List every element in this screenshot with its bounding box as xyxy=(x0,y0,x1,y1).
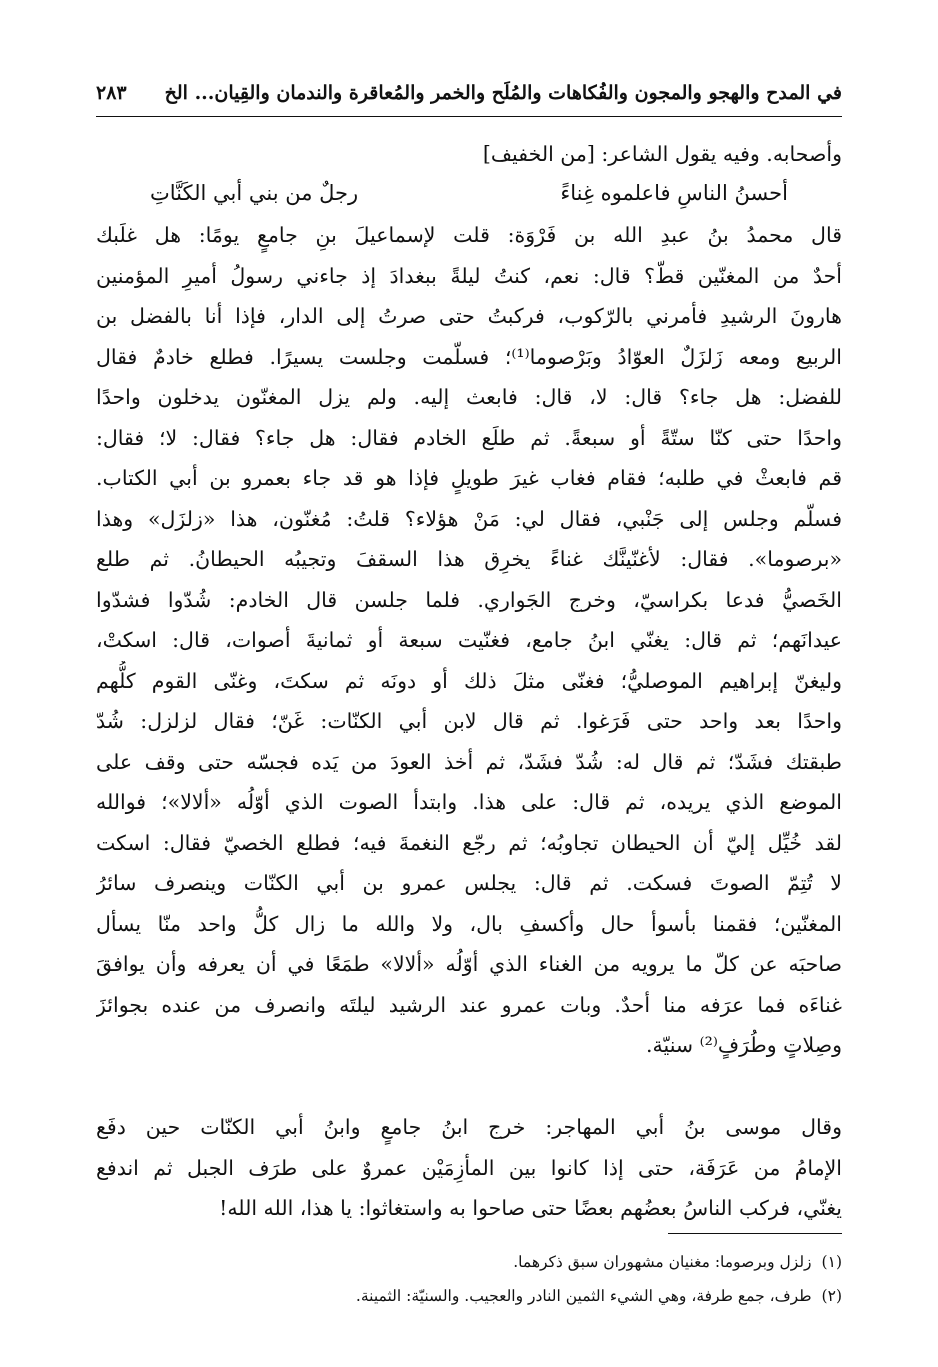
footnote-text: طرف، جمع طرفة، وهي الشيء الثمين النادر والعجيب. والسنيّة: الثمينة. xyxy=(355,1287,812,1305)
header-rule xyxy=(96,116,842,117)
text-line: قم فابعثْ في طلبه؛ فقام فغاب غيرَ طويلٍ فإذا هو قد جاء بعمرو بن أبي الكتاب. xyxy=(96,466,842,490)
footnote-number: (٢) xyxy=(821,1287,842,1305)
text-line: للفضل: هل جاء؟ قال: لا، قال: فابعث إليه. ولم يزل المغنّون يدخلون واحدًا xyxy=(96,385,842,409)
text-line: «برصوما». فقال: لأغنّينَّك غناءً يخرِق هذا السقفَ وتجيبُه الحيطانُ. ثم طلع xyxy=(96,547,842,571)
footnotes xyxy=(96,1245,842,1313)
text-line: الربيع ومعه زَلزَلٌ العوّادُ وبَرْصوما⁽¹⁾؛ فسلّمت وجلست يسيرًا. فطلع خادمٌ فقال xyxy=(96,344,842,369)
text-line: يغنّي، فركب الناسُ بعضُهم بعضًا حتى صاحوا به واستغاثوا: يا هذا، الله الله! xyxy=(219,1196,842,1220)
paragraph-1 xyxy=(96,215,842,1066)
verse-first-hemistich: أحسنُ الناسِ فاعلموه غِناءً xyxy=(560,181,788,205)
text-line: وصِلاتٍ وطُرَفٍ⁽²⁾ سنيّة. xyxy=(646,1033,842,1057)
page-number: ٢٨٣ xyxy=(96,82,127,104)
paragraph-2 xyxy=(96,1107,842,1229)
footnote-rule xyxy=(668,1233,842,1234)
running-header xyxy=(96,80,842,114)
text-line: لا تُتِمّ الصوتَ فسكت. ثم قال: يجلس عمرو بن أبي الكنّات وينصرف سائرُ xyxy=(96,871,842,895)
poem-verse xyxy=(150,181,788,221)
text-line: صاحبَه عن كلّ ما يرويه من الغناء الذي أوّلُه «ألالا» طمَعًا في أن يعرفه وأن يوافقَ xyxy=(96,952,842,976)
footnote-number: (١) xyxy=(821,1253,842,1271)
header-title: في المدح والهجو والمجون والفُكاهات والمُلَح والخمر والمُعاقرة والندمان والقِيان... الخ xyxy=(164,82,842,104)
intro-line: وأصحابه. وفيه يقول الشاعر: [من الخفيف] xyxy=(482,142,842,166)
text-line: أحدٌ من المغنّين قطّ؟ قال: نعم، كنتُ ليلةً ببغدادَ إذ جاءني رسولُ أميرِ المؤمنين xyxy=(96,263,842,288)
text-line: فسلّم وجلس إلى جَنْبي، فقال لي: مَنْ هؤلاء؟ قلتُ: مُغنّون، هذا «زلزَل» وهذا xyxy=(96,506,842,531)
text-line: واحدًا حتى كنّا ستّةً أو سبعةً. ثم طلَع الخادم فقال: هل جاء؟ فقال: لا؛ فقال: xyxy=(96,425,842,450)
text-line: الإمامُ من عَرَفَة، حتى إذا كانوا بين المأزِمَيْن عمروٌ على طرَف الجبل ثم اندفع xyxy=(96,1155,842,1180)
text-line: لقد خُيِّل إليّ أن الحيطان تجاوبُه؛ ثم رجّع النغمةَ فيه؛ فطلع الخصيّ فقال: اسكت xyxy=(96,830,842,855)
verse-second-hemistich: رجلٌ من بني أبي الكَنَّاتِ xyxy=(150,181,359,205)
text-line: الخَصيُّ فدعا بكراسيّ، وخرج الجَواري. فلما جلسن قال الخادم: شُدّوا فشدّوا xyxy=(96,587,842,612)
text-line: الموضع الذي يريده، ثم قال: على هذا. وابتدأ الصوت الذي أوّلُه «ألالا»؛ فوالله xyxy=(96,790,842,814)
text-line: غناءَه فما عرَفه منا أحدٌ. وبات عمرو عند الرشيد ليلتَه وانصرف من عنده بجوائزَ xyxy=(96,992,842,1017)
text-line: وليغنّ إبراهيم الموصليُّ؛ فغنّى مثلَ ذلك أو دونَه ثم سكتَ، وغنّى القوم كلُّهم xyxy=(96,668,842,693)
main-text xyxy=(96,134,842,1066)
footnote-text: زلزل وبرصوما: مغنيان مشهوران سبق ذكرهما. xyxy=(513,1253,812,1271)
text-line: المغنّين؛ فقمنا بأسوأ حال وأكسفِ بال، ولا والله ما زال كلُّ واحد منّا يسأل xyxy=(96,911,842,936)
text-line: طبقتك فشَدّ؛ ثم قال له: شُدّ فشَدّ، ثم أخذ العودَ من يَده فجسّه حتى وقف على xyxy=(96,749,842,774)
text-line: هارونَ الرشيدِ فأمرني بالرّكوب، فركبتُ حتى صرتُ إلى الدار، فإذا أنا بالفضل بن xyxy=(96,304,842,328)
footnote xyxy=(96,1245,842,1279)
footnote xyxy=(96,1279,842,1313)
text-line: عيدانَهم؛ ثم قال: يغنّي ابنُ جامع، فغنّيت سبعة أو ثمانيةَ أصوات، قال: اسكتْ، xyxy=(96,628,842,652)
text-line: وقال موسى بنُ أبي المهاجر: خرج ابنُ جامعٍ وابنُ أبي الكنّات حين دفَع xyxy=(96,1115,842,1139)
text-line: قال محمدُ بنُ عبدِ الله بن فَرْوَة: قلت لإسماعيلَ بنِ جامعٍ يومًا: هل غلَبك xyxy=(96,223,842,247)
text-line: واحدًا بعد واحد حتى فَرَغوا. ثم قال لابن أبي الكنّات: غَنّ؛ فقال لزلزل: شُدّ xyxy=(96,709,842,733)
